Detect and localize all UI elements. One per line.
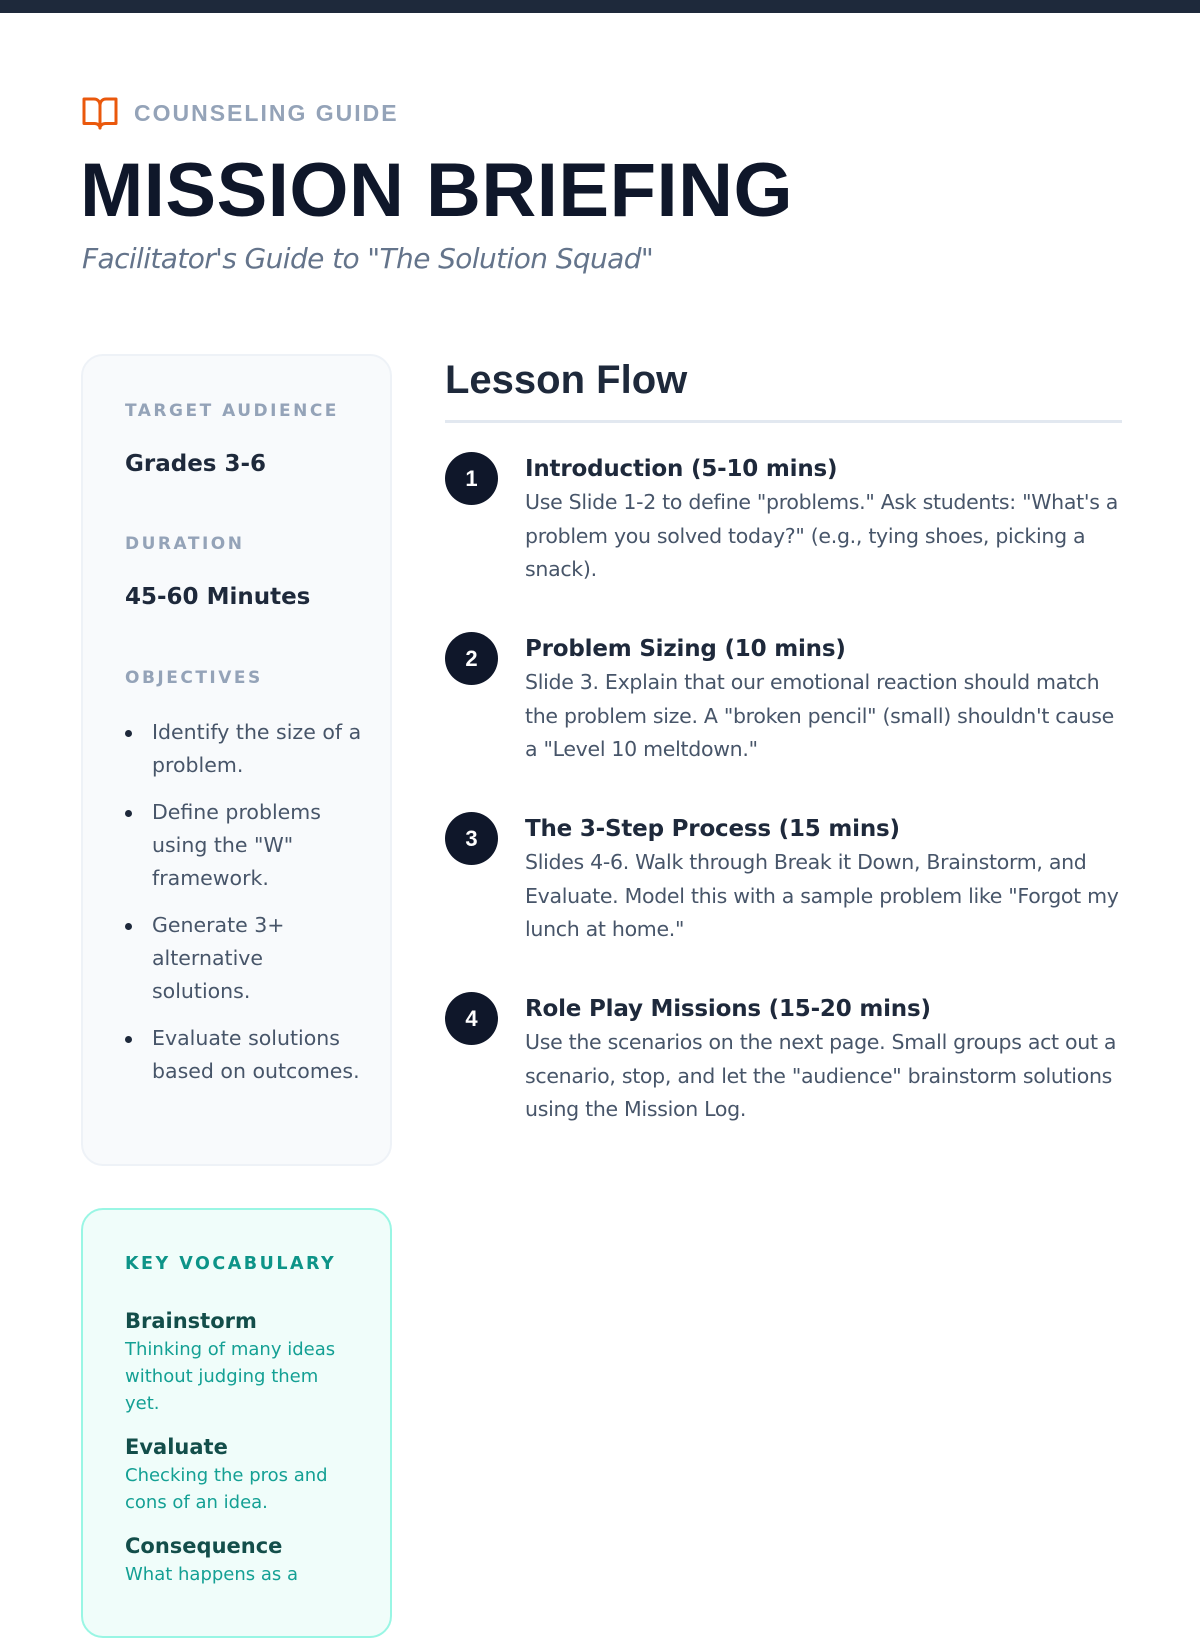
term-name: Brainstorm xyxy=(125,1309,257,1333)
step-body xyxy=(525,812,1122,947)
objective-item: Generate 3+ alternative solutions. xyxy=(125,909,365,1008)
lesson-flow xyxy=(445,352,1122,1121)
step-title: The 3-Step Process (15 mins) xyxy=(525,816,900,842)
term-name: Evaluate xyxy=(125,1435,228,1459)
top-bar xyxy=(0,0,1200,13)
objectives-label: OBJECTIVES xyxy=(125,668,263,688)
step-text: Slide 3. Explain that our emotional reaction should match the problem size. A "broken pencil" (small) shouldn't cause a "Level 10 meltdown." xyxy=(525,670,1114,761)
term-definition: What happens as a xyxy=(125,1564,299,1585)
objective-item: Identify the size of a problem. xyxy=(125,716,365,782)
lesson-flow-title: Lesson Flow xyxy=(445,358,688,402)
step-number: 1 xyxy=(445,452,498,505)
step-body xyxy=(525,632,1122,767)
step-number: 2 xyxy=(445,632,498,685)
audience-value: Grades 3-6 xyxy=(125,451,267,477)
term-name: Consequence xyxy=(125,1534,283,1558)
objectives-list xyxy=(125,716,365,1102)
page-subtitle: Facilitator's Guide to "The Solution Squad" xyxy=(82,242,654,275)
step-text: Slides 4-6. Walk through Break it Down, Brainstorm, and Evaluate. Model this with a sample problem like "Forgot my lunch at home." xyxy=(525,850,1119,941)
divider xyxy=(445,420,1122,423)
objective-item: Evaluate solutions based on outcomes. xyxy=(125,1022,365,1088)
step-body xyxy=(525,452,1122,587)
step-body xyxy=(525,992,1122,1127)
vocabulary-label: KEY VOCABULARY xyxy=(125,1254,337,1274)
overview-card xyxy=(81,354,392,1166)
eyebrow xyxy=(82,96,1122,130)
objective-item: Define problems using the "W" framework. xyxy=(125,796,365,895)
step-title: Introduction (5-10 mins) xyxy=(525,456,838,482)
step-number: 4 xyxy=(445,992,498,1045)
vocabulary-terms xyxy=(125,1306,350,1603)
vocabulary-term xyxy=(125,1531,350,1588)
vocabulary-term xyxy=(125,1306,350,1417)
step-number: 3 xyxy=(445,812,498,865)
vocabulary-term xyxy=(125,1432,350,1516)
vocabulary-card xyxy=(81,1208,392,1638)
term-definition: Thinking of many ideas without judging them yet. xyxy=(125,1339,336,1414)
step-text: Use the scenarios on the next page. Small groups act out a scenario, stop, and let the "audience" brainstorm solutions using the Mission Log. xyxy=(525,1030,1117,1121)
page-title: MISSION BRIEFING xyxy=(80,148,794,233)
step-title: Problem Sizing (10 mins) xyxy=(525,636,846,662)
step-text: Use Slide 1-2 to define "problems." Ask students: "What's a problem you solved today?" (e.g., tying shoes, picking a snack). xyxy=(525,490,1119,581)
eyebrow-label: COUNSELING GUIDE xyxy=(134,99,399,126)
duration-value: 45-60 Minutes xyxy=(125,584,311,610)
page-header xyxy=(80,96,1122,275)
duration-label: DURATION xyxy=(125,534,245,554)
term-definition: Checking the pros and cons of an idea. xyxy=(125,1465,328,1513)
step-title: Role Play Missions (15-20 mins) xyxy=(525,996,931,1022)
book-open-icon xyxy=(82,96,118,130)
audience-label: TARGET AUDIENCE xyxy=(125,401,339,421)
